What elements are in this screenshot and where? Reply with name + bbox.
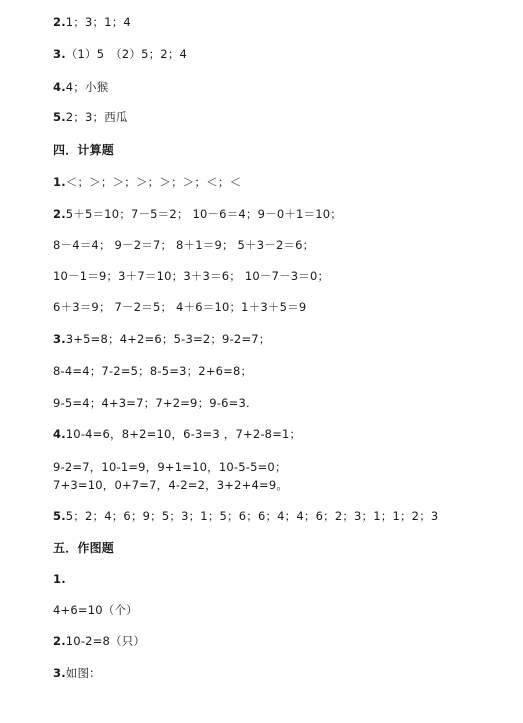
answer-line (53, 109, 128, 125)
answer-line (53, 268, 329, 284)
item-number: 5. (53, 110, 66, 124)
item-number: 3. (53, 47, 66, 61)
answer-text: 10－1＝9；3＋7＝10；3＋3＝6； 10－7－3＝0； (53, 269, 330, 283)
answer-text: 6＋3＝9； 7－2＝5； 4＋6＝10；1＋3＋5＝9 (53, 300, 307, 314)
answer-text: 如图： (65, 666, 101, 680)
answer-text: 10-2=8（只） (65, 634, 146, 648)
answer-line (53, 79, 108, 95)
answer-line (53, 331, 271, 347)
item-number: 3. (53, 332, 66, 346)
item-number: 4. (53, 427, 66, 441)
answer-text: 9-5=4；4+3=7；7+2=9；9-6=3. (53, 396, 250, 410)
answer-text: 4；小猴 (65, 80, 109, 94)
answer-line (53, 665, 101, 681)
answer-text: 8-4=4；7-2=5；8-5=3；2+6=8； (53, 364, 253, 378)
answer-text: 5；2；4；6；9；5；3；1；5；6；6；4；4；6；2；3；1；1；2；3 (65, 509, 439, 523)
answer-line (53, 206, 342, 222)
answer-line (53, 14, 131, 30)
item-number: 3. (53, 666, 66, 680)
item-number: 5. (53, 509, 66, 523)
answer-line (53, 571, 66, 587)
answer-line (53, 477, 288, 493)
answer-text: ＜；＞；＞；＞；＞；＞；＜；＜ (65, 175, 242, 189)
answer-line (53, 237, 314, 253)
answer-line (53, 508, 438, 524)
section-heading (53, 540, 114, 556)
answer-text: 2；3；西瓜 (65, 110, 128, 124)
answer-text: 10-4=6，8+2=10，6-3=3 ，7+2-8=1； (65, 427, 302, 441)
answer-text: 1；3；1；4 (65, 15, 131, 29)
item-number: 1. (53, 572, 66, 586)
answer-text: 7+3=10，0+7=7，4-2=2，3+2+4=9。 (53, 478, 289, 492)
item-number: 2. (53, 207, 66, 221)
answer-line (53, 426, 301, 442)
answer-text: 4+6=10（个） (53, 603, 138, 617)
item-number: 1. (53, 175, 66, 189)
answer-line (53, 602, 138, 618)
answer-line (53, 363, 252, 379)
item-number: 2. (53, 15, 66, 29)
answer-line (53, 46, 187, 62)
answer-text: 8－4＝4； 9－2＝7； 8＋1＝9； 5＋3－2＝6； (53, 238, 315, 252)
heading-text: 五．作图题 (53, 541, 115, 555)
answer-text: 9-2=7，10-1=9，9+1=10，10-5-5=0； (53, 460, 287, 474)
answer-text: （1）5 （2）5；2；4 (65, 47, 188, 61)
answer-line (53, 459, 287, 475)
heading-text: 四．计算题 (53, 143, 115, 157)
answer-line (53, 395, 250, 411)
answer-text: 3+5=8；4+2=6；5-3=2；9-2=7； (65, 332, 271, 346)
item-number: 2. (53, 634, 66, 648)
answer-text: 5＋5＝10；7－5＝2； 10－6＝4；9－0＋1＝10； (65, 207, 343, 221)
item-number: 4. (53, 80, 66, 94)
answer-line (53, 174, 241, 190)
answer-line (53, 633, 145, 649)
answer-line (53, 299, 306, 315)
section-heading (53, 142, 114, 158)
